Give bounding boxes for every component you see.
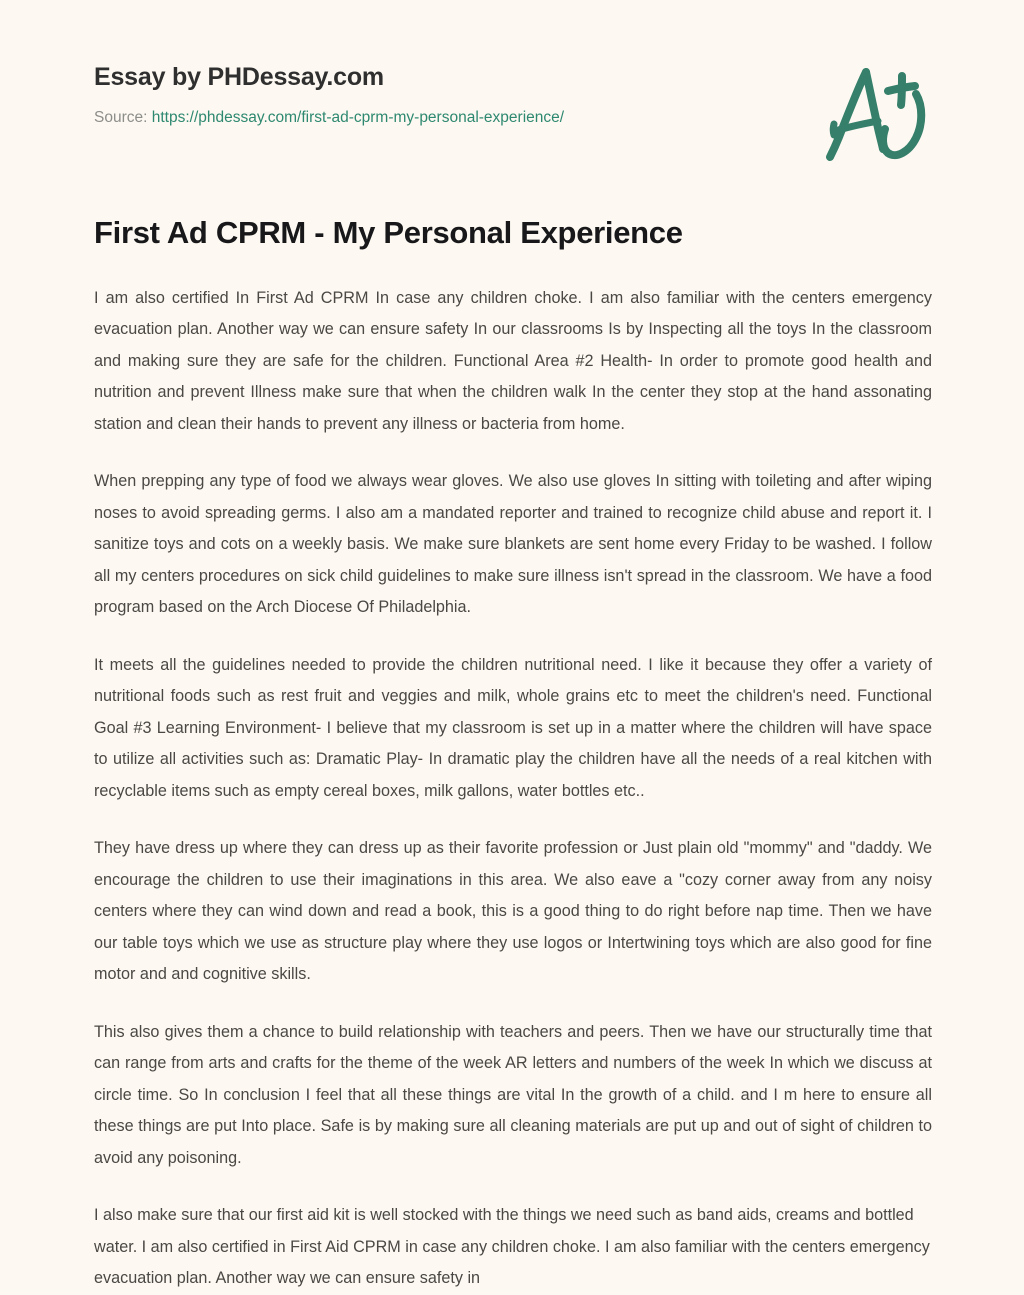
- article: [94, 214, 932, 1295]
- source-line: [94, 108, 934, 128]
- paragraph: It meets all the guidelines needed to provide the children nutritional need. I like it because they offer a variety of nutritional foods such as rest fruit and veggies and milk, whole grains etc to meet the children's need. Functional Goal #3 Learning Environment- I believe that my classroom is set up in a matter where the children will have space to utilize all activities such as: Dramatic Play- In dramatic play the children have all the needs of a real kitchen with recyclable items such as empty cereal boxes, milk gallons, water bottles etc..: [94, 655, 932, 800]
- paragraph: This also gives them a chance to build relationship with teachers and peers. Then we have our structurally time that can range from arts and crafts for the theme of the week AR letters and numbers of the week In which we discuss at circle time. So In conclusion I feel that all these things are vital In the growth of a child. and I m here to ensure all these things are put Into place. Safe is by making sure all cleaning materials are put up and out of sight of children to avoid any poisoning.: [94, 1022, 932, 1167]
- source-url-link[interactable]: https://phdessay.com/first-ad-cprm-my-personal-experience/: [151, 109, 565, 126]
- source-label: Source:: [94, 109, 148, 126]
- paragraph: They have dress up where they can dress up as their favorite profession or Just plain old "mommy" and "daddy. We encourage the children to use their imaginations in this area. We also eave a "cozy corner away from any noisy centers where they can wind down and read a book, this is a good thing to do right before nap time. Then we have our table toys which we use as structure play where they use logos or Intertwining toys which are also good for fine motor and and cognitive skills.: [94, 839, 932, 984]
- page-header: [94, 62, 934, 128]
- paragraph: When prepping any type of food we always wear gloves. We also use gloves In sitting with toileting and after wiping noses to avoid spreading germs. I also am a mandated reporter and trained to recognize child abuse and report it. I sanitize toys and cots on a weekly basis. We make sure blankets are sent home every Friday to be washed. I follow all my centers procedures on sick child guidelines to make sure illness isn't spread in the classroom. We have a food program based on the Arch Diocese Of Philadelphia.: [94, 472, 932, 617]
- brand-title: Essay by PHDessay.com: [94, 63, 384, 91]
- paragraph: I am also certified In First Ad CPRM In case any children choke. I am also familiar with the centers emergency evacuation plan. Another way we can ensure safety In our classrooms Is by Inspecting all the toys In the classroom and making sure they are safe for the children. Functional Area #2 Health- In order to promote good health and nutrition and prevent Illness make sure that when the children walk In the center they stop at the hand assonating station and clean their hands to prevent any illness or bacteria from home.: [94, 288, 932, 433]
- paragraph: I also make sure that our first aid kit is well stocked with the things we need such as band aids, creams and bottled water. I am also certified in First Aid CPRM in case any children choke. I am also familiar with the centers emergency evacuation plan. Another way we can ensure safety in: [94, 1206, 930, 1288]
- article-body: [94, 283, 932, 1295]
- a-plus-logo: [812, 58, 932, 170]
- a-plus-logo-icon: [812, 58, 932, 170]
- page-title: First Ad CPRM - My Personal Experience: [94, 215, 683, 250]
